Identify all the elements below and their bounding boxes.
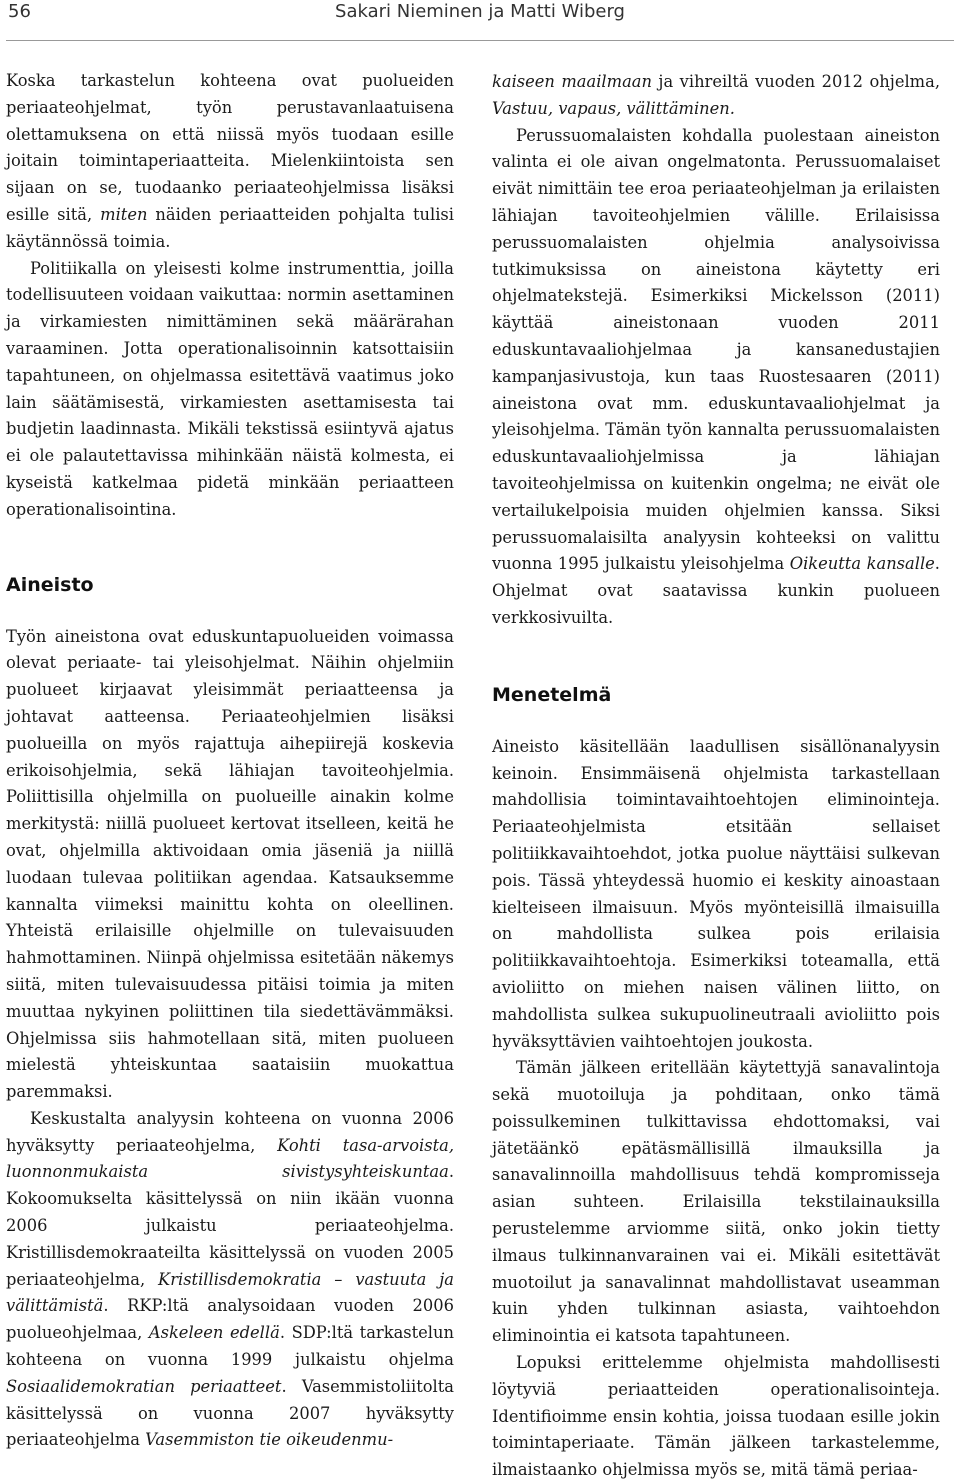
page-number: 56: [8, 1, 31, 22]
section-heading-menetelma: Menetelmä: [492, 683, 612, 706]
section-heading-aineisto: Aineisto: [6, 573, 94, 596]
paragraph: Työn aineistona ovat eduskuntapuolueiden voimassa olevat periaate- tai yleisohjelmat. Näihin ohjelmiin puolueet kirjaavat yleisimmät periaatteensa ja johtavat aatteensa. Periaateohjelmien lisäksi puolueilla on myös rajattuja aihepiirejä koskevia erikoisohjelmia, sekä lähiajan tavoiteohjelmia. Poliittisilla ohjelmilla on puolueille ainakin kolme merkitystä: niillä puolueet kertovat itselleen, keitä he ovat, ohjelmilla aktivoidaan omia jäseniä ja niillä luodaan tulevaa politiikan agendaa. Katsauksemme kannalta viimeksi mainittu kohta on oleellinen. Yhteistä erilaisille ohjelmille on tulevaisuuden hahmottaminen. Niinpä ohjelmissa esitetään näkemys siitä, miten tulevaisuudessa pitäisi toimia ja miten muuttaa nykyinen poliittinen tila siedettävämmäksi. Ohjelmissa siis hahmotellaan sitä, miten puolueen mielestä yhteiskuntaa saataisiin muokattua paremmaksi.: [6, 626, 454, 1102]
paragraph: Koska tarkastelun kohteena ovat puolueiden periaateohjelmat, työn perustavanlaatuisena olettamuksena on että niissä myös tuodaan esille joitain toimintaperiaatteita. Mielenkiintoista sen sijaan on se, tuodaanko periaateohjelmissa lisäksi esille sitä, miten näiden periaatteiden pohjalta tulisi käytännössä toimia.: [6, 71, 454, 251]
header-rule: [6, 40, 954, 41]
running-head: Sakari Nieminen ja Matti Wiberg: [335, 1, 625, 22]
paragraph: Perussuomalaisten kohdalla puolestaan aineiston valinta ei ole aivan ongelmatonta. Perussuomalaiset eivät nimittäin tee eroa periaateohjelman ja erilaisten lähiajan tavoiteohjelmien välille. Erilaisissa perussuomalaisten ohjelmia analysoivissa tutkimuksissa on aineistona käytetty eri ohjelmatekstejä. Esimerkiksi Mickelsson (2011) käyttää aineistonaan vuoden 2011 eduskuntavaaliohjelmaa ja kansanedustajien kampanjasivustoja, kun taas Ruostesaaren (2011) aineistona ovat mm. eduskuntavaaliohjelmat ja yleisohjelma. Tämän työn kannalta perussuomalaisten eduskuntavaaliohjelmissa ja lähiajan tavoiteohjelmissa on kuitenkin ongelma; ne eivät ole vertailukelpoisia muiden ohjelmien kanssa. Siksi perussuomalaisilta analyysin kohteeksi on valittu vuonna 1995 julkaistu yleisohjelma Oikeutta kansalle. Ohjelmat ovat saatavissa kunkin puolueen verkkosivuilta.: [492, 125, 940, 627]
paragraph: Aineisto käsitellään laadullisen sisällönanalyysin keinoin. Ensimmäisenä ohjelmista tarkastellaan mahdollisia toimintavaihtoehtojen eliminointeja. Periaateohjelmista etsitään sellaiset politiikkavaihtoehdot, jotka puolue näyttäisi sulkevan pois. Tässä yhteydessä huomio ei keskity ainoastaan kielteiseen ilmaisuun. Myös myönteisillä ilmaisuilla on mahdollista sulkea pois erilaisia politiikkavaihtoehtoja. Esimerkiksi toteamalla, että avioliitto on miehen naisen välinen liitto, on mahdollista sulkea sukupuolineutraali avioliitto pois hyväksyttävien vaihtoehtojen joukosta.: [492, 736, 940, 1051]
paragraph: Keskustalta analyysin kohteena on vuonna 2006 hyväksytty periaateohjelma, Kohti tasa-arvoista, luonnonmukaista sivistysyhteiskuntaa. Kokoomukselta käsittelyssä on niin ikään vuonna 2006 julkaistu periaateohjelma. Kristillisdemokraateilta käsittelyssä on vuoden 2005 periaateohjelma, Kristillisdemokratia – vastuuta ja välittämistä. RKP:ltä analysoidaan vuoden 2006 puolueohjelmaa, Askeleen edellä. SDP:ltä tarkastelun kohteena on vuonna 1999 julkaistu ohjelma Sosiaalidemokratian periaatteet. Vasemmistoliitolta käsittelyssä on vuonna 2007 hyväksytty periaateohjelma Vasemmiston tie oikeudenmu-: [6, 1108, 454, 1450]
paragraph: kaiseen maailmaan ja vihreiltä vuoden 2012 ohjelma, Vastuu, vapaus, välittäminen.: [492, 72, 940, 118]
page-header: [0, 0, 960, 40]
paragraph: Politiikalla on yleisesti kolme instrumenttia, joilla todellisuuteen voidaan vaikuttaa: normin asettaminen ja virkamiesten nimittäminen sekä määrärahan varaaminen. Jotta operationalisoinnin katsottaisiin tapahtuneen, on ohjelmassa esitettävä vaatimus joko lain säätämisestä, virkamiesten asettamisesta tai budjetin laadinnasta. Mikäli tekstissä esiintyvä ajatus ei ole palautettavissa mihinkään näistä kolmesta, ei kyseistä katkelmaa pidetä minkään periaatteen operationalisointina.: [6, 258, 454, 519]
paragraph: Tämän jälkeen eritellään käytettyjä sanavalintoja sekä muotoiluja ja pohditaan, onko tämä poissulkeminen tulkittavissa ehdottomaksi, vai jätetäänkö epätäsmällisillä ilmauksilla ja sanavalinnoilla mahdollisuus tehdä kompromisseja asian suhteen. Erilaisilla tekstilainauksilla perustelemme arviomme siitä, onko jokin tietty ilmaus tulkinnanvarainen vai ei. Mikäli esitettävät muotoilut ja sanavalinnat mahdollistavat useamman kuin yhden tulkinnan asiasta, vaihtoehdon eliminointia ei katsota tapahtuneen.: [492, 1058, 940, 1346]
paragraph: Lopuksi erittelemme ohjelmista mahdollisesti löytyviä periaatteiden operationalisointeja. Identifioimme ensin kohtia, joissa tuodaan esille jokin toimintaperiaate. Tämän jälkeen tarkastelemme, ilmaistaanko ohjelmissa myös se, mitä tämä periaa-: [492, 1353, 940, 1480]
right-column: [492, 69, 940, 1484]
left-column: [6, 68, 454, 1454]
